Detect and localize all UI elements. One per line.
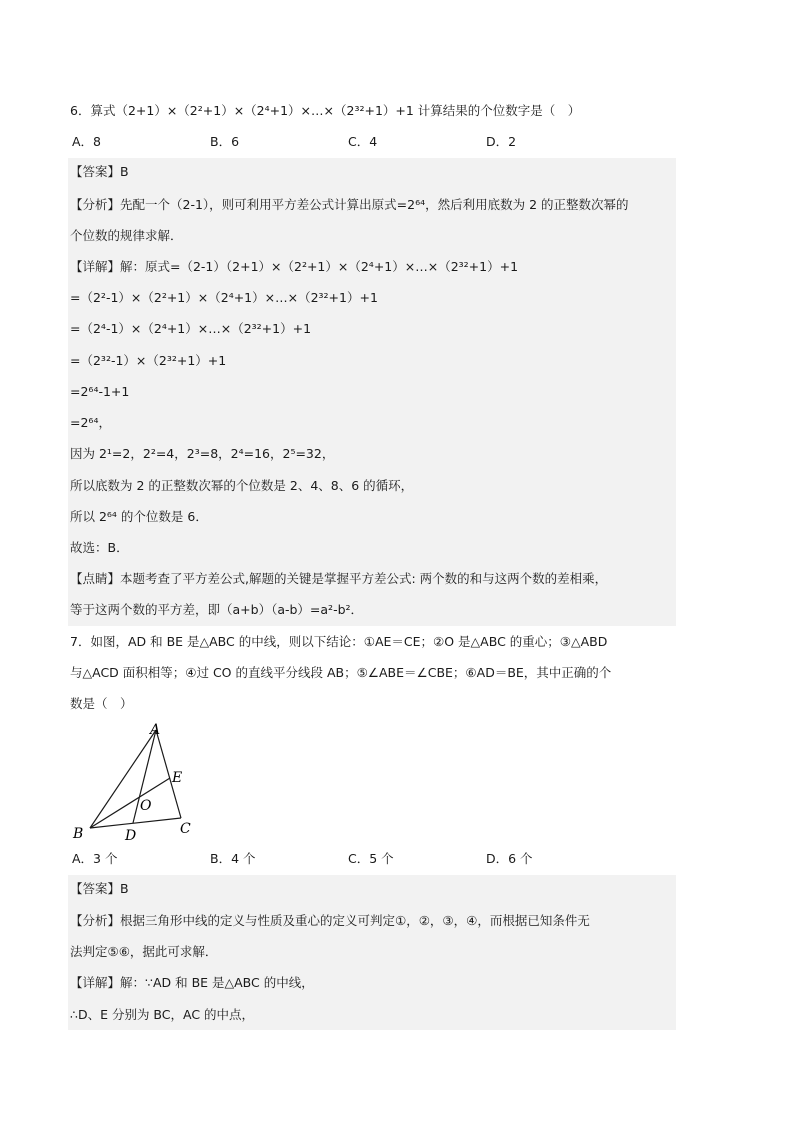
q6-option-d: D．2	[486, 134, 517, 149]
q6-detail-line: =（2²-1）×（2²+1）×（2⁴+1）×…×（2³²+1）+1	[70, 290, 378, 305]
q6-detail-line: 故选：B．	[70, 540, 129, 555]
q6-detail-line: =（2⁴-1）×（2⁴+1）×…×（2³²+1）+1	[70, 321, 312, 336]
q7-detail-line-1: 【详解】解：∵AD 和 BE 是△ABC 的中线，	[70, 975, 314, 990]
q6-analysis-line-2: 个位数的规律求解．	[70, 228, 183, 243]
point-label-d: D	[125, 828, 137, 844]
q7-answer: 【答案】B	[70, 881, 129, 896]
q6-detail-line: 所以 2⁶⁴ 的个位数是 6．	[70, 509, 208, 524]
q7-option-b: B．4 个	[210, 851, 256, 866]
q6-option-c: C．4	[348, 134, 378, 149]
q6-detail-line: =（2³²-1）×（2³²+1）+1	[70, 353, 227, 368]
q6-detail-line: =2⁶⁴，	[70, 415, 111, 430]
q6-comment-line-1: 【点睛】本题考查了平方差公式,解题的关键是掌握平方差公式: 两个数的和与这两个数的差相乘，	[70, 571, 608, 586]
q6-option-b: B．6	[210, 134, 240, 149]
question-6-stem: 6．算式（2+1）×（2²+1）×（2⁴+1）×…×（2³²+1）+1 计算结果的个位数字是（ ）	[70, 103, 581, 118]
point-label-a: A	[150, 722, 161, 738]
q7-detail-line-2: ∴D、E 分别为 BC，AC 的中点，	[70, 1007, 255, 1022]
q7-option-d: D．6 个	[486, 851, 533, 866]
question-7-stem-line-1: 7．如图，AD 和 BE 是△ABC 的中线，则以下结论：①AE＝CE；②O 是△ABC 的重心；③△ABD	[70, 634, 608, 649]
q6-detail-line: 因为 2¹=2，2²=4，2³=8，2⁴=16，2⁵=32，	[70, 446, 335, 461]
question-7-stem-line-3: 数是（ ）	[70, 696, 133, 711]
q6-comment-line-2: 等于这两个数的平方差，即（a+b）（a-b）=a²-b²．	[70, 602, 364, 617]
q6-detail-line: =2⁶⁴-1+1	[70, 384, 130, 399]
q6-option-a: A．8	[72, 134, 102, 149]
question-7-stem-line-2: 与△ACD 面积相等；④过 CO 的直线平分线段 AB；⑤∠ABE＝∠CBE；⑥AD＝BE，其中正确的个	[70, 665, 612, 680]
point-label-c: C	[180, 821, 191, 837]
point-label-e: E	[172, 770, 183, 786]
q7-option-c: C．5 个	[348, 851, 394, 866]
q6-analysis-line-1: 【分析】先配一个（2-1），则可利用平方差公式计算出原式=2⁶⁴，然后利用底数为 2 的正整数次幂的	[70, 197, 629, 212]
q6-answer: 【答案】B	[70, 164, 129, 179]
q7-option-a: A．3 个	[72, 851, 118, 866]
q7-analysis-line-1: 【分析】根据三角形中线的定义与性质及重心的定义可判定①，②，③，④，而根据已知条件无	[70, 913, 590, 928]
q6-detail-line: 【详解】解：原式=（2-1）（2+1）×（2²+1）×（2⁴+1）×…×（2³²+1）+1	[70, 259, 519, 274]
point-label-b: B	[73, 826, 84, 842]
triangle-figure	[70, 720, 200, 844]
q6-detail-line: 所以底数为 2 的正整数次幂的个位数是 2、4、8、6 的循环，	[70, 478, 414, 493]
q7-analysis-line-2: 法判定⑤⑥，据此可求解．	[70, 944, 218, 959]
point-label-o: O	[140, 798, 152, 814]
